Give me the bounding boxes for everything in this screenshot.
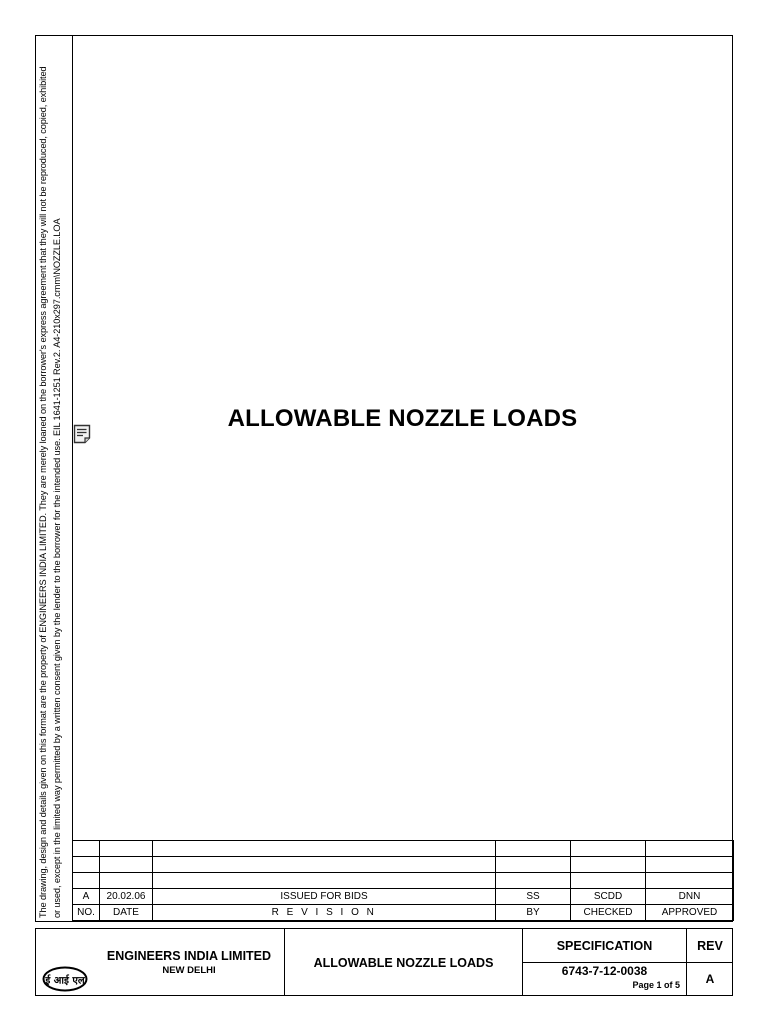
rev-description-cell: [153, 873, 496, 889]
revision-row: [73, 889, 734, 905]
rev-approved-cell: [646, 857, 734, 873]
margin-line: [72, 35, 73, 922]
rev-date-cell: [100, 841, 153, 857]
rev-description-cell: [153, 841, 496, 857]
rev-by-cell: [496, 873, 571, 889]
rev-approved-cell: [646, 873, 734, 889]
rev-no-cell: [73, 841, 100, 857]
page-info: Page 1 of 5: [632, 980, 680, 990]
header-checked: CHECKED: [571, 905, 646, 921]
rev-date-cell: [100, 857, 153, 873]
specification-number: 6743-7-12-0038: [561, 964, 648, 978]
header-no: NO.: [73, 905, 100, 921]
rev-checked-cell: [571, 873, 646, 889]
rev-no-cell: A: [73, 889, 100, 905]
rev-no-cell: [73, 873, 100, 889]
property-notice: [36, 38, 64, 918]
specification-label: SPECIFICATION: [556, 939, 653, 953]
rev-date-cell: 20.02.06: [100, 889, 153, 905]
revision-row: [73, 873, 734, 889]
rev-description-cell: [153, 857, 496, 873]
revision-header-row: [73, 905, 734, 921]
eil-logo: [42, 966, 88, 992]
rev-by-cell: [496, 841, 571, 857]
rev-by-cell: [496, 857, 571, 873]
title-block-divider: [522, 962, 732, 963]
property-notice-line-2: or used, except in the limited way permitted by a written consent given by the lender to the borrower for the intended use. EIL 1641-1251 Rev.2. A4-210x297.cmm\NOZZLE.LOA: [52, 218, 62, 918]
page-border: [35, 35, 733, 922]
property-notice-line-1: The drawing, design and details given on this format are the property of ENGINEERS INDIA LIMITED. They are merely loaned on the borrower's express agreement that they will not be reproduced, copied, exhibited: [38, 66, 48, 918]
logo-text: ई आई एल: [45, 975, 85, 987]
revision-table: [72, 840, 734, 921]
header-date: DATE: [100, 905, 153, 921]
company-name: ENGINEERS INDIA LIMITED: [106, 949, 272, 963]
rev-date-cell: [100, 873, 153, 889]
rev-approved-cell: [646, 841, 734, 857]
rev-approved-cell: DNN: [646, 889, 734, 905]
rev-value: A: [705, 972, 715, 986]
title-block: [35, 928, 733, 996]
rev-description-cell: ISSUED FOR BIDS: [153, 889, 496, 905]
rev-label: REV: [697, 939, 723, 953]
revision-row: [73, 857, 734, 873]
rev-checked-cell: SCDD: [571, 889, 646, 905]
header-approved: APPROVED: [646, 905, 734, 921]
rev-checked-cell: [571, 841, 646, 857]
header-revision: R E V I S I O N: [153, 905, 496, 921]
document-title: ALLOWABLE NOZZLE LOADS: [227, 405, 578, 432]
revision-row: [73, 841, 734, 857]
footer-document-title: ALLOWABLE NOZZLE LOADS: [313, 956, 494, 970]
rev-no-cell: [73, 857, 100, 873]
company-city: NEW DELHI: [162, 965, 216, 976]
rev-checked-cell: [571, 857, 646, 873]
header-by: BY: [496, 905, 571, 921]
rev-by-cell: SS: [496, 889, 571, 905]
